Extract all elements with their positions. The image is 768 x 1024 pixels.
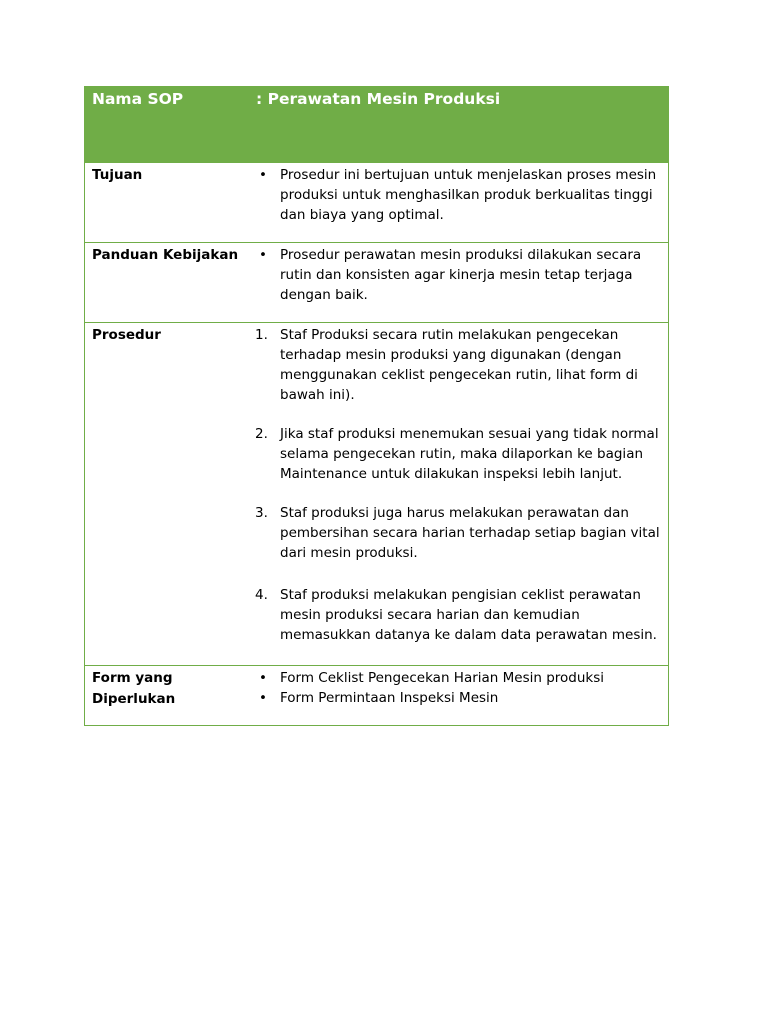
step-number: 2. <box>255 426 268 442</box>
list-item: 4. Staf produksi melakukan pengisian ceklist perawatan mesin produksi secara harian dan kemudian memasukkan datanya ke dalam data perawatan mesin. <box>255 587 657 643</box>
step-number: 3. <box>255 505 268 521</box>
sop-table <box>84 86 669 726</box>
row-tujuan <box>85 162 668 242</box>
row-label-prosedur: Prosedur <box>92 327 161 343</box>
row-content-prosedur <box>255 323 668 665</box>
row-label-form: Form yang Diperlukan <box>92 670 176 707</box>
bullet-icon: • <box>259 690 267 706</box>
step-number: 4. <box>255 587 268 603</box>
list-item: 2. Jika staf produksi menemukan sesuai yang tidak normal selama pengecekan rutin, maka dilaporkan ke bagian Maintenance untuk dilakukan inspeksi lebih lanjut. <box>255 426 659 482</box>
step-number: 1. <box>255 327 268 343</box>
bullet-icon: • <box>259 167 267 183</box>
sop-name-value: : Perawatan Mesin Produksi <box>256 90 501 108</box>
bullet-icon: • <box>259 670 267 686</box>
sop-header <box>85 87 668 162</box>
row-label-tujuan: Tujuan <box>92 167 143 183</box>
row-content-tujuan <box>255 163 668 242</box>
list-item: • Form Ceklist Pengecekan Harian Mesin produksi <box>259 670 605 686</box>
row-content-form <box>255 666 668 725</box>
list-item: • Form Permintaan Inspeksi Mesin <box>259 690 499 706</box>
list-item: 1. Staf Produksi secara rutin melakukan pengecekan terhadap mesin produksi yang digunakan (dengan menggunakan ceklist pengecekan rutin, lihat form di bawah ini). <box>255 327 638 403</box>
list-item: 3. Staf produksi juga harus melakukan perawatan dan pembersihan secara harian terhadap setiap bagian vital dari mesin produksi. <box>255 505 660 561</box>
bullet-icon: • <box>259 247 267 263</box>
list-item: • Prosedur ini bertujuan untuk menjelaskan proses mesin produksi untuk menghasilkan produk berkualitas tinggi dan biaya yang optimal. <box>259 167 657 223</box>
sop-name-label: Nama SOP <box>92 90 184 108</box>
list-item: • Prosedur perawatan mesin produksi dilakukan secara rutin dan konsisten agar kinerja mesin tetap terjaga dengan baik. <box>259 247 642 303</box>
row-label-panduan: Panduan Kebijakan <box>92 247 239 263</box>
row-form-diperlukan <box>85 665 668 725</box>
row-prosedur <box>85 322 668 665</box>
row-panduan-kebijakan <box>85 242 668 322</box>
row-content-panduan <box>255 243 668 322</box>
